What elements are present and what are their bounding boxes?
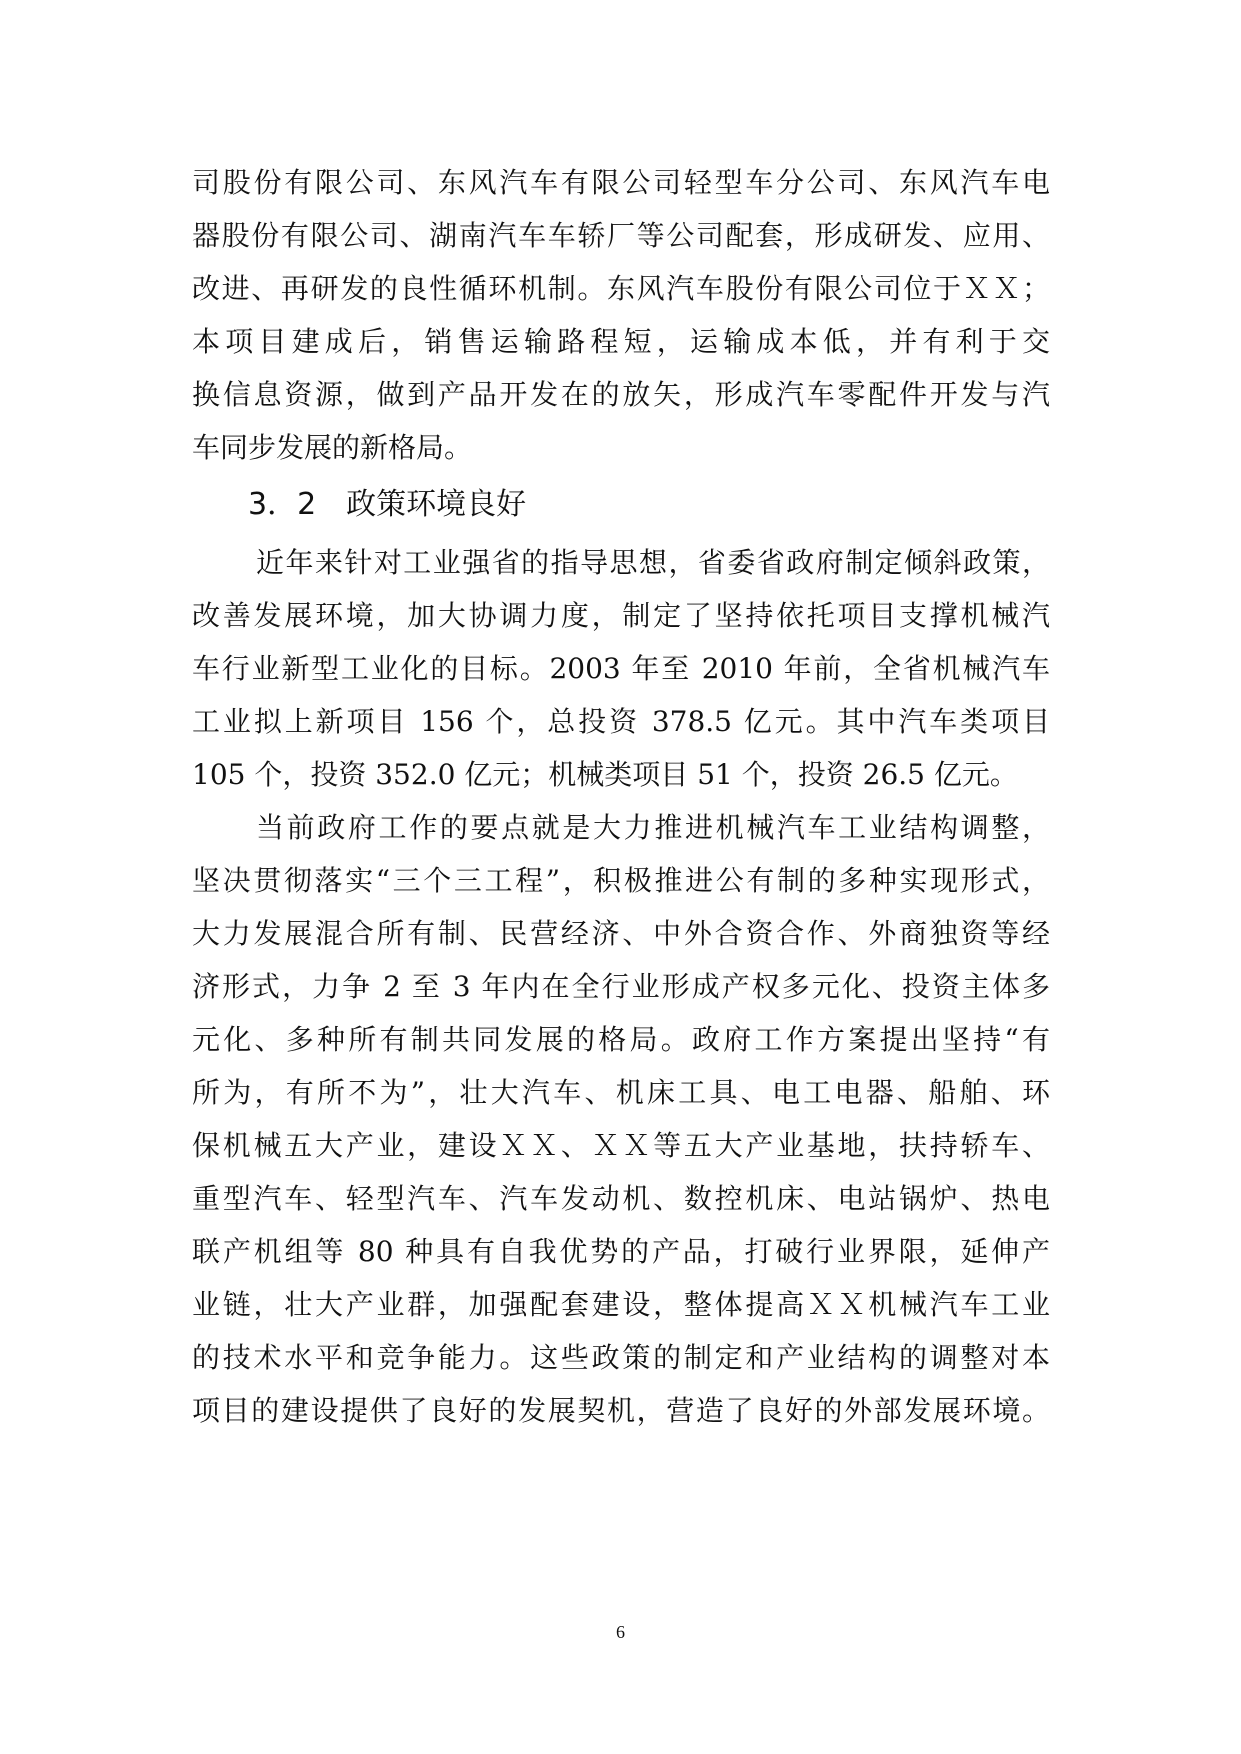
text-line: 坚决贯彻落实“三个三工程”，积极推进公有制的多种实现形式， [192, 864, 1050, 897]
section-heading: 3．2 政策环境良好 [248, 487, 527, 522]
body-text [192, 156, 1050, 1437]
text-line: 济形式，力争 2 至 3 年内在全行业形成产权多元化、投资主体多 [192, 970, 1050, 1003]
text-line: 本项目建成后，销售运输路程短，运输成本低，并有利于交 [192, 325, 1050, 358]
text-line: 保机械五大产业，建设ＸＸ、ＸＸ等五大产业基地，扶持轿车、 [192, 1129, 1050, 1162]
text-line: 司股份有限公司、东风汽车有限公司轻型车分公司、东风汽车电 [192, 166, 1050, 199]
text-line: 近年来针对工业强省的指导思想，省委省政府制定倾斜政策， [256, 546, 1050, 579]
paragraph-government [192, 801, 1050, 1437]
text-line: 重型汽车、轻型汽车、汽车发动机、数控机床、电站锅炉、热电 [192, 1182, 1050, 1215]
text-line: 所为，有所不为”，壮大汽车、机床工具、电工电器、船舶、环 [192, 1076, 1050, 1109]
text-line: 大力发展混合所有制、民营经济、中外合资合作、外商独资等经 [192, 917, 1050, 950]
text-line: 车同步发展的新格局。 [192, 431, 473, 464]
page-number: 6 [616, 1622, 625, 1642]
intro-paragraph [192, 156, 1050, 474]
text-line: 器股份有限公司、湖南汽车车轿厂等公司配套，形成研发、应用、 [192, 219, 1050, 252]
text-line: 105 个，投资 352.0 亿元；机械类项目 51 个，投资 26.5 亿元。 [192, 758, 1018, 791]
text-line: 联产机组等 80 种具有自我优势的产品，打破行业界限，延伸产 [192, 1235, 1050, 1268]
text-line: 的技术水平和竞争能力。这些政策的制定和产业结构的调整对本 [192, 1341, 1050, 1374]
text-line: 当前政府工作的要点就是大力推进机械汽车工业结构调整， [256, 811, 1050, 844]
text-line: 改善发展环境，加大协调力度，制定了坚持依托项目支撑机械汽 [192, 599, 1050, 632]
text-line: 换信息资源，做到产品开发在的放矢，形成汽车零配件开发与汽 [192, 378, 1050, 411]
text-line: 改进、再研发的良性循环机制。东风汽车股份有限公司位于ＸＸ； [192, 272, 1050, 305]
text-line: 元化、多种所有制共同发展的格局。政府工作方案提出坚持“有 [192, 1023, 1050, 1056]
text-line: 车行业新型工业化的目标。2003 年至 2010 年前，全省机械汽车 [192, 652, 1050, 685]
paragraph-policy [192, 536, 1050, 801]
text-line: 业链，壮大产业群，加强配套建设，整体提高ＸＸ机械汽车工业 [192, 1288, 1050, 1321]
text-line: 项目的建设提供了良好的发展契机，营造了良好的外部发展环境。 [192, 1394, 1050, 1427]
text-line: 工业拟上新项目 156 个，总投资 378.5 亿元。其中汽车类项目 [192, 705, 1050, 738]
